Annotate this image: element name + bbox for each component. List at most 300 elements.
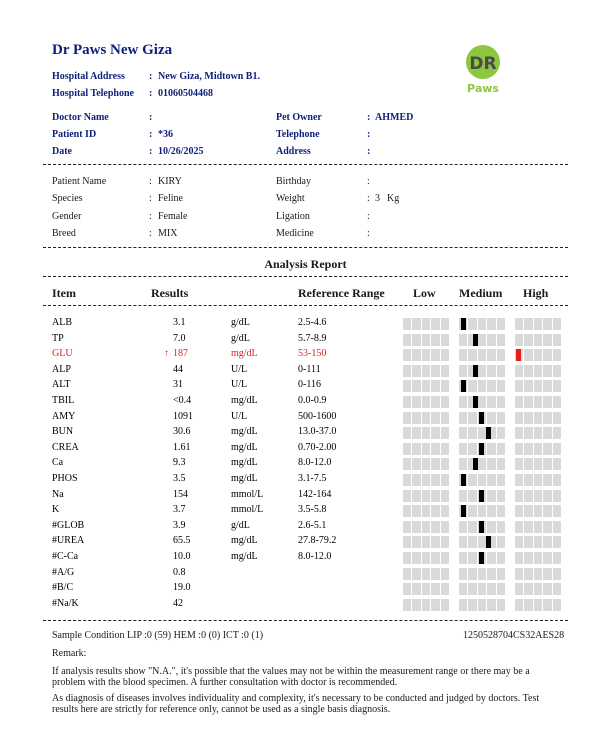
- bar-segment: [422, 583, 430, 595]
- bar-segment: [515, 552, 523, 564]
- bar-segment: [403, 521, 411, 533]
- col-item-header: Item: [52, 286, 76, 300]
- bar-segment: [487, 396, 495, 408]
- colon: :: [149, 71, 153, 82]
- bar-segment: [487, 599, 495, 611]
- bar-segment: [515, 380, 523, 392]
- bar-segment: [441, 521, 449, 533]
- row-range: 8.0-12.0: [298, 551, 332, 562]
- bar-segment: [534, 365, 542, 377]
- medium-bar: [459, 334, 505, 346]
- row-result: 42: [173, 597, 183, 609]
- bar-segment: [459, 396, 467, 408]
- bar-segment: [412, 349, 420, 361]
- bar-segment: [431, 458, 439, 470]
- bar-segment: [468, 443, 476, 455]
- medium-bar: [459, 396, 505, 408]
- bar-segment: [497, 552, 505, 564]
- bar-segment: [553, 583, 561, 595]
- bar-segment: [515, 474, 523, 486]
- bar-segment: [431, 599, 439, 611]
- bar-segment: [459, 521, 467, 533]
- bar-segment: [543, 568, 551, 580]
- bar-segment: [459, 599, 467, 611]
- bar-segment: [553, 536, 561, 548]
- row-result: 44: [173, 363, 183, 375]
- bar-segment: [468, 552, 476, 564]
- bar-segment: [412, 536, 420, 548]
- bar-segment: [459, 490, 467, 502]
- row-result: 3.7: [173, 504, 186, 516]
- date-value: 10/26/2025: [158, 146, 204, 157]
- row-item: Ca: [52, 457, 64, 469]
- bar-segment: [459, 568, 467, 580]
- bar-segment: [534, 443, 542, 455]
- bar-segment: [553, 427, 561, 439]
- bar-segment: [412, 334, 420, 346]
- bar-segment: [543, 583, 551, 595]
- breed-value: MIX: [158, 228, 178, 239]
- bar-segment: [431, 552, 439, 564]
- bar-segment: [497, 521, 505, 533]
- bar-segment: [431, 380, 439, 392]
- bar-segment: [412, 427, 420, 439]
- row-result: 31: [173, 379, 183, 391]
- report-title: Analysis Report: [264, 257, 347, 271]
- colon: :: [149, 176, 152, 187]
- bar-segment: [515, 568, 523, 580]
- bar-segment: [543, 505, 551, 517]
- bar-segment: [478, 334, 486, 346]
- bar-segment: [403, 536, 411, 548]
- bar-segment: [478, 396, 486, 408]
- bar-segment: [497, 365, 505, 377]
- remark-label: Remark:: [52, 648, 87, 659]
- bar-segment: [478, 318, 486, 330]
- level-marker: [461, 505, 466, 517]
- row-item: ALT: [52, 379, 71, 391]
- bar-segment: [431, 365, 439, 377]
- low-bar: [403, 412, 449, 424]
- low-bar: [403, 458, 449, 470]
- bar-segment: [441, 334, 449, 346]
- row-item: TP: [52, 332, 64, 344]
- bar-segment: [534, 505, 542, 517]
- low-bar: [403, 474, 449, 486]
- bar-segment: [553, 412, 561, 424]
- bar-segment: [403, 334, 411, 346]
- level-marker: [516, 349, 521, 361]
- bar-segment: [422, 505, 430, 517]
- colon: :: [149, 211, 152, 222]
- weight-value: 3: [375, 193, 380, 204]
- bar-segment: [487, 365, 495, 377]
- bar-segment: [422, 396, 430, 408]
- bar-segment: [459, 365, 467, 377]
- bar-segment: [441, 583, 449, 595]
- bar-segment: [422, 474, 430, 486]
- bar-segment: [412, 552, 420, 564]
- row-result: 154: [173, 488, 188, 500]
- row-range: 0-111: [298, 363, 321, 375]
- colon: :: [367, 112, 371, 123]
- patient-name-label: Patient Name: [52, 176, 107, 187]
- bar-segment: [459, 536, 467, 548]
- bar-segment: [468, 505, 476, 517]
- bar-segment: [459, 427, 467, 439]
- bar-segment: [497, 380, 505, 392]
- logo-text-top: DR: [469, 54, 497, 74]
- row-result: 1091: [173, 410, 193, 422]
- bar-segment: [487, 474, 495, 486]
- row-item: TBIL: [52, 395, 75, 406]
- bar-segment: [478, 474, 486, 486]
- bar-segment: [468, 349, 476, 361]
- bar-segment: [515, 458, 523, 470]
- row-item: Na: [52, 488, 64, 500]
- col-low-header: Low: [413, 286, 436, 300]
- bar-segment: [524, 599, 532, 611]
- row-result: 187: [173, 348, 188, 360]
- gender-label: Gender: [52, 211, 82, 222]
- bar-segment: [441, 380, 449, 392]
- bar-segment: [412, 599, 420, 611]
- bar-segment: [431, 318, 439, 330]
- bar-segment: [412, 396, 420, 408]
- patient-id-label: Patient ID: [52, 129, 97, 140]
- bar-segment: [524, 490, 532, 502]
- high-bar: [515, 490, 561, 502]
- high-bar: [515, 365, 561, 377]
- row-item: ALB: [52, 317, 72, 328]
- row-unit: mg/dL: [231, 535, 258, 547]
- bar-segment: [422, 521, 430, 533]
- bar-segment: [534, 568, 542, 580]
- bar-segment: [478, 365, 486, 377]
- level-marker: [473, 365, 478, 377]
- doctor-name-label: Doctor Name: [52, 112, 109, 123]
- row-item: AMY: [52, 410, 76, 422]
- bar-segment: [515, 536, 523, 548]
- row-item: #UREA: [52, 535, 85, 547]
- high-bar: [515, 474, 561, 486]
- level-marker: [479, 443, 484, 455]
- bar-segment: [403, 458, 411, 470]
- low-bar: [403, 318, 449, 330]
- row-range: 0.0-0.9: [298, 395, 327, 406]
- bar-segment: [515, 365, 523, 377]
- bar-segment: [524, 365, 532, 377]
- high-bar: [515, 396, 561, 408]
- high-bar: [515, 536, 561, 548]
- low-bar: [403, 521, 449, 533]
- bar-segment: [524, 318, 532, 330]
- bar-segment: [553, 505, 561, 517]
- bar-segment: [497, 474, 505, 486]
- bar-segment: [441, 318, 449, 330]
- bar-segment: [468, 521, 476, 533]
- bar-segment: [422, 552, 430, 564]
- row-item: K: [52, 504, 60, 516]
- row-unit: mmol/L: [231, 504, 264, 516]
- bar-segment: [478, 568, 486, 580]
- note-line: If analysis results show "N.A.", it's possible that the values may not be within the measurement range or there may be a: [52, 666, 530, 677]
- bar-segment: [543, 443, 551, 455]
- bar-segment: [422, 334, 430, 346]
- high-bar: [515, 599, 561, 611]
- bar-segment: [524, 380, 532, 392]
- bar-segment: [422, 365, 430, 377]
- row-unit: g/dL: [231, 332, 250, 344]
- bar-segment: [497, 349, 505, 361]
- bar-segment: [422, 427, 430, 439]
- bar-segment: [524, 583, 532, 595]
- bar-segment: [487, 505, 495, 517]
- medium-bar: [459, 318, 505, 330]
- dr-paws-logo: [459, 42, 507, 98]
- bar-segment: [403, 349, 411, 361]
- bar-segment: [487, 443, 495, 455]
- bar-segment: [478, 458, 486, 470]
- colon: :: [149, 129, 153, 140]
- row-result: 3.5: [173, 473, 186, 484]
- bar-segment: [478, 583, 486, 595]
- col-high-header: High: [523, 286, 549, 300]
- row-item: #A/G: [52, 566, 75, 578]
- low-bar: [403, 365, 449, 377]
- divider: [43, 247, 568, 248]
- bar-segment: [441, 365, 449, 377]
- patient-id-value: *36: [158, 129, 173, 140]
- colon: :: [149, 88, 153, 99]
- high-bar: [515, 568, 561, 580]
- bar-segment: [412, 505, 420, 517]
- bar-segment: [543, 521, 551, 533]
- bar-segment: [459, 552, 467, 564]
- bar-segment: [431, 334, 439, 346]
- bar-segment: [497, 396, 505, 408]
- bar-segment: [524, 568, 532, 580]
- row-range: 142-164: [298, 488, 332, 500]
- row-range: 27.8-79.2: [298, 535, 337, 547]
- row-flag: ↑: [164, 348, 169, 360]
- bar-segment: [515, 521, 523, 533]
- row-result: 7.0: [173, 332, 186, 344]
- bar-segment: [487, 583, 495, 595]
- high-bar: [515, 521, 561, 533]
- bar-segment: [543, 552, 551, 564]
- bar-segment: [403, 412, 411, 424]
- bar-segment: [497, 568, 505, 580]
- high-bar: [515, 458, 561, 470]
- bar-segment: [422, 318, 430, 330]
- high-bar: [515, 427, 561, 439]
- level-marker: [479, 490, 484, 502]
- hospital-telephone-label: Hospital Telephone: [52, 88, 134, 99]
- bar-segment: [459, 443, 467, 455]
- bar-segment: [431, 427, 439, 439]
- bar-segment: [497, 599, 505, 611]
- hospital-address-label: Hospital Address: [52, 71, 125, 82]
- weight-label: Weight: [276, 193, 305, 204]
- bar-segment: [403, 599, 411, 611]
- row-unit: mg/dL: [231, 395, 258, 406]
- row-result: 3.1: [173, 317, 186, 328]
- bar-segment: [441, 490, 449, 502]
- colon: :: [149, 228, 152, 239]
- bar-segment: [553, 474, 561, 486]
- bar-segment: [441, 396, 449, 408]
- high-bar: [515, 380, 561, 392]
- bar-segment: [422, 490, 430, 502]
- bar-segment: [431, 490, 439, 502]
- colon: :: [367, 193, 370, 204]
- bar-segment: [497, 427, 505, 439]
- bar-segment: [422, 412, 430, 424]
- medium-bar: [459, 427, 505, 439]
- row-result: 65.5: [173, 535, 191, 547]
- bar-segment: [497, 536, 505, 548]
- bar-segment: [543, 536, 551, 548]
- note-line: As diagnosis of diseases involves individuality and complexity, it's necessary to be conducted and judged by doctors. Test: [52, 693, 540, 704]
- bar-segment: [487, 349, 495, 361]
- bar-segment: [403, 505, 411, 517]
- medicine-label: Medicine: [276, 228, 314, 239]
- bar-segment: [422, 536, 430, 548]
- bar-segment: [487, 568, 495, 580]
- bar-segment: [412, 443, 420, 455]
- bar-segment: [553, 490, 561, 502]
- high-bar: [515, 349, 561, 361]
- row-item: CREA: [52, 441, 79, 453]
- level-marker: [486, 427, 491, 439]
- bar-segment: [487, 490, 495, 502]
- bar-segment: [403, 443, 411, 455]
- low-bar: [403, 380, 449, 392]
- row-unit: g/dL: [231, 519, 250, 531]
- bar-segment: [441, 599, 449, 611]
- medium-bar: [459, 474, 505, 486]
- row-range: 2.5-4.6: [298, 317, 327, 328]
- level-marker: [479, 521, 484, 533]
- medium-bar: [459, 583, 505, 595]
- low-bar: [403, 349, 449, 361]
- bar-segment: [497, 505, 505, 517]
- bar-segment: [468, 599, 476, 611]
- bar-segment: [422, 458, 430, 470]
- bar-segment: [431, 568, 439, 580]
- pet-owner-label: Pet Owner: [276, 112, 322, 123]
- bar-segment: [534, 521, 542, 533]
- bar-segment: [553, 380, 561, 392]
- bar-segment: [497, 583, 505, 595]
- bar-segment: [534, 396, 542, 408]
- weight-unit: Kg: [387, 193, 400, 204]
- bar-segment: [543, 365, 551, 377]
- row-item: PHOS: [52, 473, 78, 484]
- note-line: problem with the blood specimen. A further consultation with doctor is recommended.: [52, 677, 398, 688]
- bar-segment: [553, 443, 561, 455]
- divider: [43, 276, 568, 277]
- bar-segment: [403, 318, 411, 330]
- bar-segment: [468, 474, 476, 486]
- row-unit: U/L: [231, 363, 248, 375]
- row-item: #Na/K: [52, 597, 79, 609]
- bar-segment: [515, 505, 523, 517]
- hospital-telephone-value: 01060504468: [158, 88, 213, 99]
- bar-segment: [412, 583, 420, 595]
- colon: :: [367, 129, 371, 140]
- bar-segment: [524, 521, 532, 533]
- divider: [43, 620, 568, 621]
- bar-segment: [553, 334, 561, 346]
- bar-segment: [412, 568, 420, 580]
- bar-segment: [431, 583, 439, 595]
- row-range: 0-116: [298, 379, 321, 391]
- hospital-address-value: New Giza, Midtown B1.: [158, 71, 260, 82]
- row-result: 3.9: [173, 519, 186, 531]
- low-bar: [403, 568, 449, 580]
- bar-segment: [431, 505, 439, 517]
- bar-segment: [412, 412, 420, 424]
- medium-bar: [459, 599, 505, 611]
- level-marker: [479, 412, 484, 424]
- colon: :: [149, 193, 152, 204]
- bar-segment: [534, 334, 542, 346]
- bar-segment: [534, 583, 542, 595]
- row-unit: U/L: [231, 410, 248, 422]
- owner-telephone-label: Telephone: [276, 129, 320, 140]
- bar-segment: [487, 334, 495, 346]
- bar-segment: [487, 412, 495, 424]
- row-range: 53-150: [298, 348, 327, 360]
- row-range: 8.0-12.0: [298, 457, 332, 469]
- row-unit: mg/dL: [231, 551, 258, 562]
- row-result: <0.4: [173, 395, 192, 406]
- bar-segment: [403, 365, 411, 377]
- row-unit: mmol/L: [231, 488, 264, 500]
- bar-segment: [459, 412, 467, 424]
- bar-segment: [459, 349, 467, 361]
- bar-segment: [422, 349, 430, 361]
- bar-segment: [459, 583, 467, 595]
- bar-segment: [441, 412, 449, 424]
- row-item: GLU: [52, 348, 73, 360]
- bar-segment: [422, 568, 430, 580]
- row-result: 10.0: [173, 551, 191, 562]
- high-bar: [515, 318, 561, 330]
- bar-segment: [478, 599, 486, 611]
- bar-segment: [487, 552, 495, 564]
- hospital-name: Dr Paws New Giza: [52, 42, 173, 58]
- medium-bar: [459, 458, 505, 470]
- bar-segment: [468, 380, 476, 392]
- bar-segment: [478, 505, 486, 517]
- bar-segment: [431, 474, 439, 486]
- bar-segment: [553, 396, 561, 408]
- bar-segment: [497, 443, 505, 455]
- bar-segment: [412, 318, 420, 330]
- bar-segment: [431, 521, 439, 533]
- bar-segment: [543, 427, 551, 439]
- low-bar: [403, 334, 449, 346]
- row-unit: g/dL: [231, 317, 250, 328]
- level-marker: [473, 396, 478, 408]
- bar-segment: [553, 458, 561, 470]
- sample-condition: Sample Condition LIP :0 (59) HEM :0 (0) ICT :0 (1): [52, 630, 264, 641]
- medium-bar: [459, 568, 505, 580]
- bar-segment: [431, 443, 439, 455]
